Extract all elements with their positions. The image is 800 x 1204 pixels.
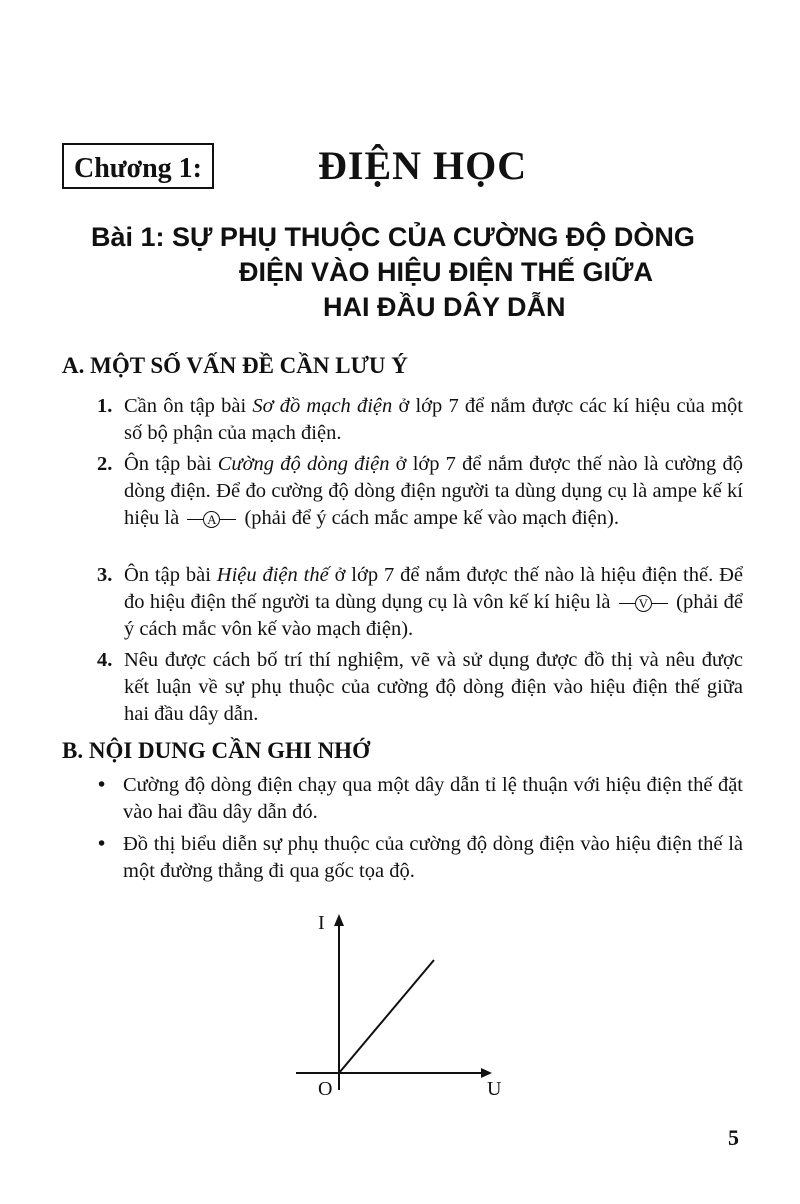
bullet-text: Cường độ dòng điện chạy qua một dây dẫn tỉ lệ thuận với hiệu điện thế đặt vào hai đầu dây dẫn đó. [123, 774, 743, 823]
x-axis-arrow [481, 1068, 492, 1078]
lesson-title-line-1: Bài 1: SỰ PHỤ THUỘC CỦA CƯỜNG ĐỘ DÒNG [91, 222, 695, 252]
item-text: Cần ôn tập bài Sơ đồ mạch điện ở lớp 7 để nắm được các kí hiệu của một số bộ phận của mạch điện. [124, 395, 743, 444]
x-axis-label: U [487, 1078, 502, 1100]
bullet-icon: • [98, 833, 106, 855]
proportional-line [339, 960, 434, 1073]
item-number: 2. [97, 453, 113, 475]
item-text: Nêu được cách bố trí thí nghiệm, vẽ và sử dụng được đồ thị và nêu được kết luận về sự phụ thuộc của cường độ dòng điện vào hiệu điện thế giữa hai đầu dây dẫn. [124, 649, 743, 725]
chapter-title: ĐIỆN HỌC [318, 143, 528, 188]
page-number: 5 [728, 1125, 739, 1150]
chapter-label: Chương 1: [74, 153, 202, 184]
section-a-heading: A. MỘT SỐ VẤN ĐỀ CẦN LƯU Ý [62, 353, 408, 378]
ammeter-symbol-letter: A [203, 511, 220, 528]
bullet-icon: • [98, 774, 106, 796]
y-axis-label: I [318, 912, 325, 934]
item-number: 1. [97, 395, 113, 417]
y-axis-arrow [334, 914, 344, 926]
voltmeter-symbol-letter: V [635, 595, 652, 612]
item-text: Ôn tập bài Hiệu điện thế ở lớp 7 để nắm được thế nào là hiệu điện thế. Để đo hiệu điện thế người ta dùng dụng cụ là vôn kế kí hiệu là V (phải để ý cách mắc vôn kế vào mạch điện). [124, 564, 744, 640]
item-number: 4. [97, 649, 113, 671]
item-text: Ôn tập bài Cường độ dòng điện ở lớp 7 để nắm được thế nào là cường độ dòng điện. Để đo cường độ dòng điện người ta dùng dụng cụ là ampe kế kí hiệu là A (phải để ý cách mắc ampe kế vào mạch điện). [124, 453, 743, 529]
lesson-title-line-3: HAI ĐẦU DÂY DẪN [323, 292, 566, 322]
lesson-title-line-2: ĐIỆN VÀO HIỆU ĐIỆN THẾ GIỮA [239, 257, 653, 287]
origin-label: O [318, 1078, 333, 1100]
item-number: 3. [97, 564, 113, 586]
section-b-heading: B. NỘI DUNG CẦN GHI NHỚ [62, 738, 370, 763]
bullet-text: Đồ thị biểu diễn sự phụ thuộc của cường độ dòng điện vào hiệu điện thế là một đường thẳng đi qua gốc tọa độ. [123, 833, 743, 882]
